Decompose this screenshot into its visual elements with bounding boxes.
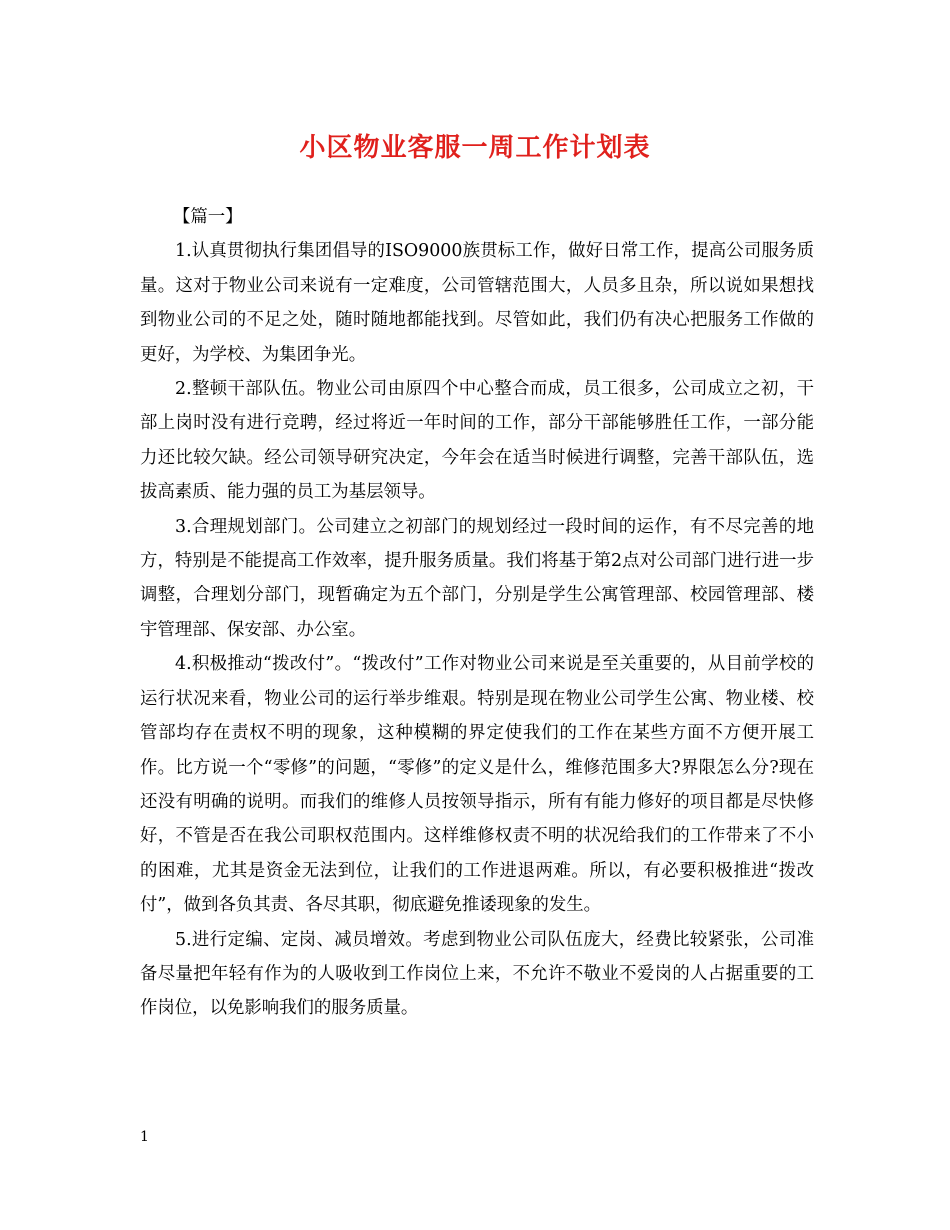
paragraph-5: 5.进行定编、定岗、减员增效。考虑到物业公司队伍庞大，经费比较紧张，公司准备尽量把年轻有作为的人吸收到工作岗位上来，不允许不敬业不爱岗的人占据重要的工作岗位，以免影响我们的服务质量。 <box>140 929 814 1019</box>
paragraph-1: 1.认真贯彻执行集团倡导的ISO9000族贯标工作，做好日常工作，提高公司服务质量。这对于物业公司来说有一定难度，公司管辖范围大，人员多且杂，所以说如果想找到物业公司的不足之处，随时随地都能找到。尽管如此，我们仍有决心把服务工作做的更好，为学校、为集团争光。 <box>140 241 814 365</box>
paragraph-4: 4.积极推动“拨改付”。“拨改付”工作对物业公司来说是至关重要的，从目前学校的运行状况来看，物业公司的运行举步维艰。特别是现在物业公司学生公寓、物业楼、校管部均存在责权不明的现象，这种模糊的界定使我们的工作在某些方面不方便开展工作。比方说一个“零修”的问题，“零修”的定义是什么，维修范围多大?界限怎么分?现在还没有明确的说明。而我们的维修人员按领导指示，所有有能力修好的项目都是尽快修好，不管是否在我公司职权范围内。这样维修权责不明的状况给我们的工作带来了不小的困难，尤其是资金无法到位，让我们的工作进退两难。所以，有必要积极推进“拨改付”，做到各负其责、各尽其职，彻底避免推诿现象的发生。 <box>140 654 814 916</box>
paragraph-3: 3.合理规划部门。公司建立之初部门的规划经过一段时间的运作，有不尽完善的地方，特别是不能提高工作效率，提升服务质量。我们将基于第2点对公司部门进行进一步调整，合理划分部门，现暂确定为五个部门，分别是学生公寓管理部、校园管理部、楼宇管理部、保安部、办公室。 <box>140 516 814 640</box>
section-label: 【篇一】 <box>173 207 243 227</box>
paragraph-2: 2.整顿干部队伍。物业公司由原四个中心整合而成，员工很多，公司成立之初，干部上岗时没有进行竞聘，经过将近一年时间的工作，部分干部能够胜任工作，一部分能力还比较欠缺。经公司领导研究决定，今年会在适当时候进行调整，完善干部队伍，选拔高素质、能力强的员工为基层领导。 <box>140 379 814 503</box>
document-body <box>140 200 814 1026</box>
page-number: 1 <box>140 1129 149 1145</box>
document-title: 小区物业客服一周工作计划表 <box>299 133 651 163</box>
